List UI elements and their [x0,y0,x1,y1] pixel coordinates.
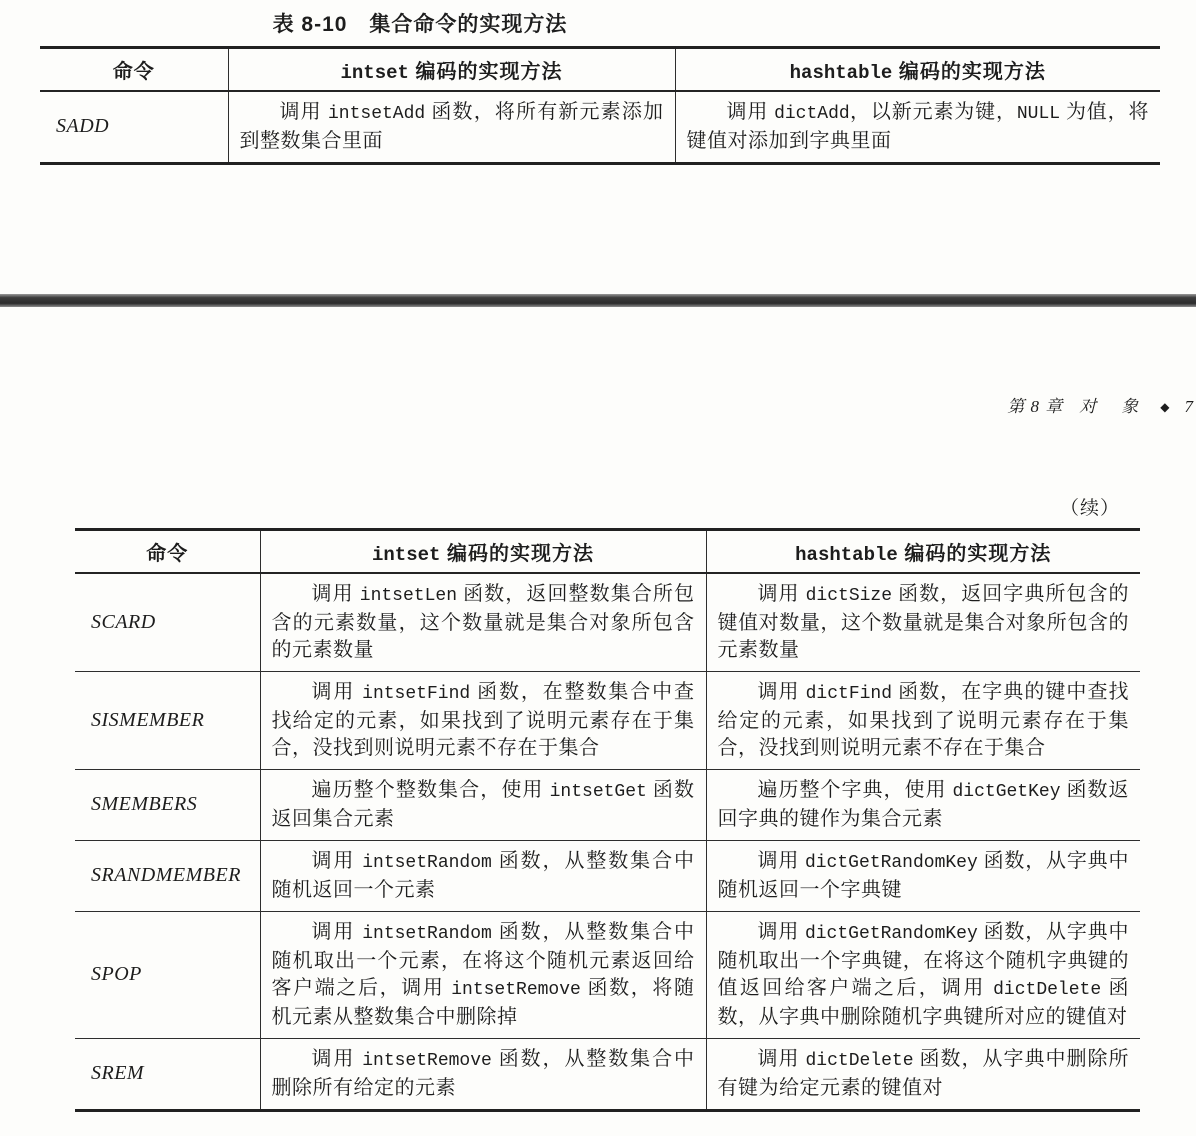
table1-caption: 表 8-10 集合命令的实现方法 [272,13,568,36]
table1-header-hashtable: hashtable 编码的实现方法 [675,48,1160,91]
intset-impl-cell: 调用 intsetLen 函数，返回整数集合所包含的元素数量，这个数量就是集合对象所包含的元素数量 [260,573,706,672]
running-head [1007,392,1194,417]
page-divider-bar [0,294,1196,307]
table2-row-srem [75,1038,1140,1110]
table2-header-row [75,530,1140,573]
continued-label: （续） [1059,498,1120,519]
command-cell: SRANDMEMBER [75,840,260,911]
diamond-icon: ◆ [1160,400,1171,414]
command-cell: SISMEMBER [75,671,260,769]
table1-row-sadd [40,91,1160,164]
table1-header-intset: intset 编码的实现方法 [228,48,675,91]
command-cell: SPOP [75,911,260,1038]
hashtable-impl-cell: 调用 dictGetRandomKey 函数，从字典中随机取出一个字典键，在将这个随机字典键的值返回给客户端之后，调用 dictDelete 函数，从字典中删除随机字典键所对应的键值对 [706,911,1140,1038]
hashtable-impl-cell: 调用 dictAdd，以新元素为键，NULL 为值，将键值对添加到字典里面 [686,100,1150,152]
hashtable-impl-cell: 调用 dictFind 函数，在字典的键中查找给定的元素，如果找到了说明元素存在于集合，没找到则说明元素不存在于集合 [706,671,1140,769]
hashtable-impl-cell: 调用 dictGetRandomKey 函数，从字典中随机返回一个字典键 [706,840,1140,911]
table2-row-spop [75,911,1140,1038]
table1-header-row [40,48,1160,91]
command-cell: SREM [75,1038,260,1110]
intset-impl-cell: 调用 intsetAdd 函数，将所有新元素添加到整数集合里面 [228,91,675,164]
table2-header-command: 命令 [75,530,260,573]
command-cell: SADD [40,91,228,164]
table2-row-srandmember [75,840,1140,911]
intset-impl-cell: 调用 intsetRandom 函数，从整数集合中随机取出一个元素，在将这个随机元素返回给客户端之后，调用 intsetRemove 函数，将随机元素从整数集合中删除掉 [260,911,706,1038]
table2-header-hashtable: hashtable 编码的实现方法 [706,530,1140,573]
table2-row-scard [75,573,1140,672]
intset-impl-cell: 调用 intsetRandom 函数，从整数集合中随机返回一个元素 [260,840,706,911]
set-commands-table-part1 [40,46,1160,165]
hashtable-impl-cell: 遍历整个字典，使用 dictGetKey 函数返回字典的键作为集合元素 [706,769,1140,840]
intset-impl-cell: 遍历整个整数集合，使用 intsetGet 函数返回集合元素 [260,769,706,840]
table1-header-command: 命令 [40,48,228,91]
chapter-label: 第 8 章 [1007,397,1064,416]
chapter-title: 对 象 [1079,397,1143,416]
table2-header-intset: intset 编码的实现方法 [260,530,706,573]
command-cell: SMEMBERS [75,769,260,840]
intset-impl-cell: 调用 intsetFind 函数，在整数集合中查找给定的元素，如果找到了说明元素存在于集合，没找到则说明元素不存在于集合 [260,671,706,769]
table2-row-sismember [75,671,1140,769]
intset-impl-cell: 调用 intsetRemove 函数，从整数集合中删除所有给定的元素 [260,1038,706,1110]
set-commands-table-part2 [75,528,1140,1112]
table2-row-smembers [75,769,1140,840]
hashtable-impl-cell: 调用 dictSize 函数，返回字典所包含的键值对数量，这个数量就是集合对象所包含的元素数量 [717,582,1130,661]
hashtable-impl-cell: 调用 dictDelete 函数，从字典中删除所有键为给定元素的键值对 [706,1038,1140,1110]
command-cell: SCARD [75,573,260,672]
page-number: 7 [1184,397,1194,416]
